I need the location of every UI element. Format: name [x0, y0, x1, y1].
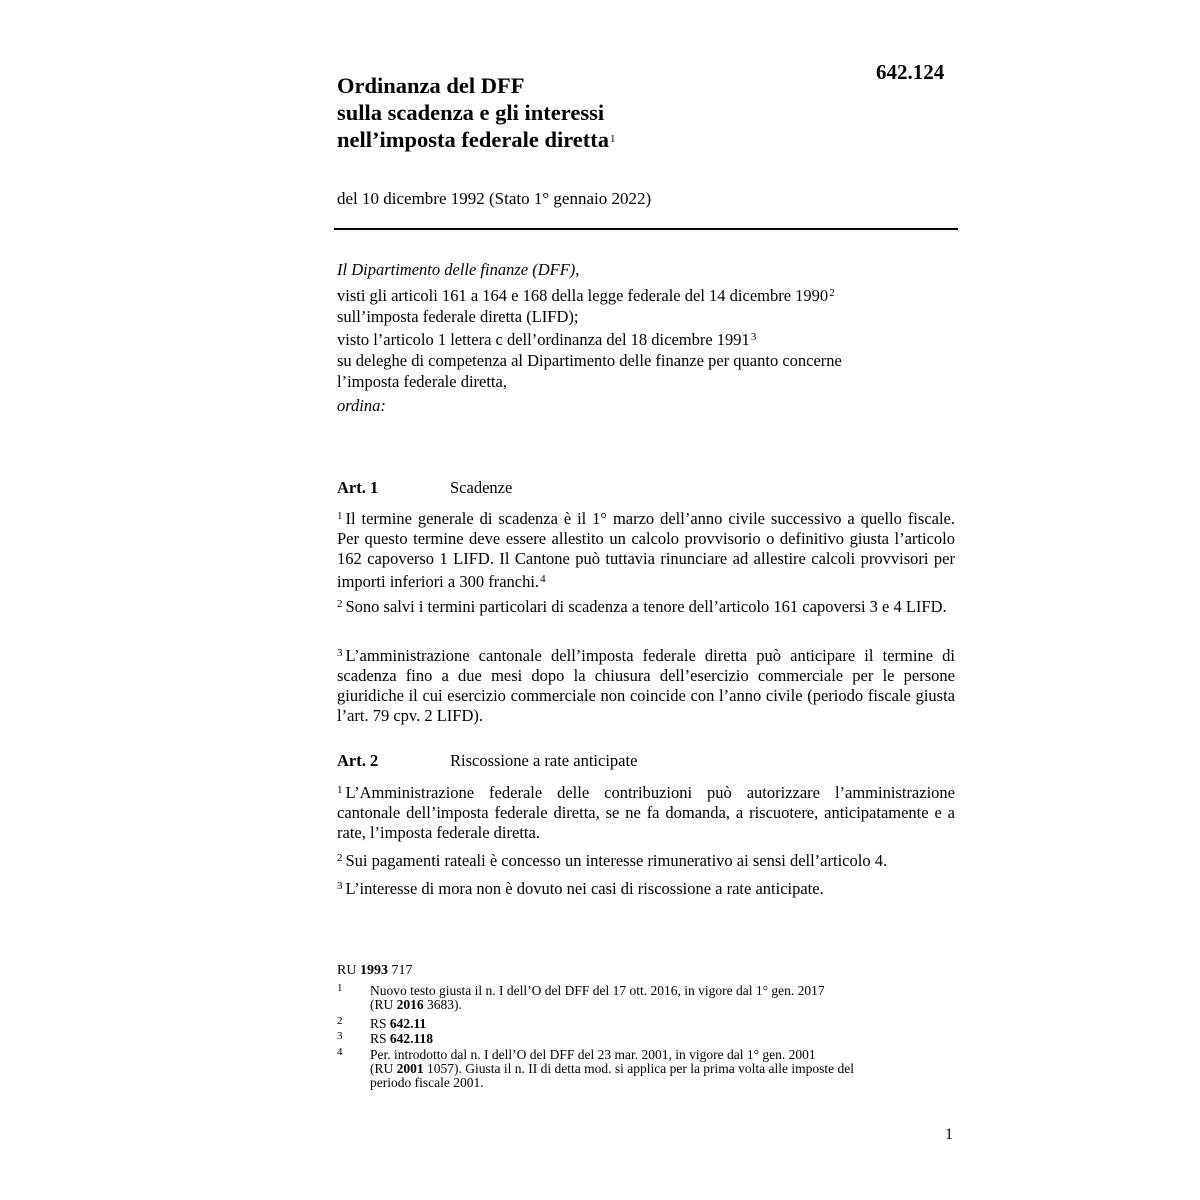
footnote-text-part: 3683).	[423, 997, 462, 1012]
paragraph-number: 1	[337, 784, 343, 796]
ru-year: 1993	[359, 963, 388, 978]
footnote-text-part: RS	[370, 1016, 390, 1031]
footnote-text-bold: 642.118	[389, 1031, 434, 1046]
footnote-text	[370, 1062, 956, 1076]
preamble	[337, 259, 957, 416]
footnote-text: Per. introdotto dal n. I dell’O del DFF del 23 mar. 2001, in vigore dal 1° gen. 2001	[370, 1047, 816, 1062]
article-2-paragraph-3	[337, 876, 955, 899]
article-number: Art. 1	[337, 478, 379, 497]
document-title	[337, 72, 616, 153]
footnote-ref[interactable]: 3	[750, 331, 757, 343]
footnote-text-part: RS	[370, 1031, 390, 1046]
footnote-number: 2	[337, 1015, 343, 1027]
footnote-text	[370, 998, 956, 1012]
paragraph-text: L’Amministrazione federale delle contribuzioni può autorizzare l’amministrazione cantonale dell’imposta federale diretta, se ne fa domanda, a riscuotere, anticipatamente e a rate, l’imposta federale diretta.	[337, 783, 955, 842]
footnote-number: 1	[337, 982, 343, 994]
footnote-number: 4	[337, 1046, 343, 1058]
article-1-paragraph-2	[337, 594, 955, 617]
paragraph-number: 2	[337, 598, 343, 610]
title-line-1: Ordinanza del DFF	[337, 73, 525, 98]
ru-prefix: RU	[337, 963, 357, 978]
footnote-text-part: (RU	[370, 1061, 397, 1076]
paragraph-text: Il termine generale di scadenza è il 1° marzo dell’anno civile successivo a quello fiscale. Per questo termine deve essere allestito un calcolo provvisorio o definitivo giusta l’articolo 162 capoverso 1 LIFD. Il Cantone può tuttavia rinunciare ad allestire calcoli provvisori per importi inferiori a 300 franchi.	[337, 509, 955, 591]
article-number: Art. 2	[337, 751, 379, 770]
article-title: Riscossione a rate anticipate	[450, 751, 638, 770]
paragraph-text: L’amministrazione cantonale dell’imposta federale diretta può anticipare il termine di scadenza fino a due mesi dopo la chiusura dell’esercizio commerciale per le persone giuridiche il cui esercizio commerciale non coincide con l’anno civile (periodo fiscale giusta l’art. 79 cpv. 2 LIFD).	[337, 646, 955, 725]
preamble-line: sull’imposta federale diretta (LIFD);	[337, 307, 579, 326]
paragraph-number: 1	[337, 510, 343, 522]
footnote-text-bold: 2001	[396, 1061, 424, 1076]
paragraph-text: Sono salvi i termini particolari di scadenza a tenore dell’articolo 161 capoversi 3 e 4 LIFD.	[345, 597, 947, 616]
footnote-ref[interactable]: 2	[829, 287, 835, 299]
preamble-line: su deleghe di competenza al Dipartimento delle finanze per quanto concerne	[337, 351, 842, 370]
title-line-3-text: nell’imposta federale diretta	[337, 127, 610, 152]
paragraph-number: 2	[337, 852, 343, 864]
footnote-text-part: 1057). Giusta il n. II di detta mod. si applica per la prima volta alle imposte del	[423, 1061, 855, 1076]
footnote-text-bold: 2016	[396, 997, 424, 1012]
paragraph-number: 3	[337, 647, 343, 659]
preamble-decree: ordina:	[337, 396, 386, 415]
article-1-paragraph-3	[337, 643, 955, 726]
footnote-text-bold: 642.11	[389, 1016, 427, 1031]
preamble-line	[337, 283, 957, 306]
paragraph-number: 3	[337, 880, 343, 892]
paragraph-text: L’interesse di mora non è dovuto nei casi di riscossione a rate anticipate.	[345, 879, 824, 898]
preamble-text: visto l’articolo 1 lettera c dell’ordinanza del 18 dicembre 1991	[337, 330, 750, 349]
footnote-number: 3	[337, 1030, 343, 1042]
page-number: 1	[945, 1126, 953, 1143]
article-2-paragraph-1	[337, 780, 955, 843]
sr-number: 642.124	[876, 60, 945, 84]
article-title: Scadenze	[450, 478, 513, 497]
footnote-text: Nuovo testo giusta il n. I dell’O del DFF del 17 ott. 2016, in vigore dal 1° gen. 2017	[370, 983, 825, 998]
paragraph-text: Sui pagamenti rateali è concesso un interesse rimunerativo ai sensi dell’articolo 4.	[345, 851, 888, 870]
preamble-authority: Il Dipartimento delle finanze (DFF),	[337, 260, 580, 279]
preamble-line: l’imposta federale diretta,	[337, 372, 507, 391]
preamble-line	[337, 327, 957, 350]
footnote-text-part: (RU	[370, 997, 397, 1012]
date-line: del 10 dicembre 1992 (Stato 1° gennaio 2022)	[337, 189, 652, 208]
article-1-paragraph-1	[337, 506, 955, 592]
preamble-text: visti gli articoli 161 a 164 e 168 della legge federale del 14 dicembre 1990	[337, 286, 829, 305]
article-1-heading	[337, 478, 512, 498]
divider	[334, 228, 958, 230]
title-line-2: sulla scadenza e gli interessi	[337, 100, 605, 125]
footnote-ref[interactable]: 4	[540, 573, 546, 585]
ru-page: 717	[391, 963, 413, 978]
title-line-3	[337, 126, 616, 153]
footnote-ref[interactable]: 1	[610, 133, 616, 145]
article-2-heading	[337, 751, 637, 771]
article-2-paragraph-2	[337, 848, 955, 871]
official-compilation-reference	[337, 964, 412, 978]
footnote-text: periodo fiscale 2001.	[370, 1075, 484, 1090]
footnote-text	[370, 1017, 956, 1031]
footnote-text	[370, 1032, 956, 1046]
